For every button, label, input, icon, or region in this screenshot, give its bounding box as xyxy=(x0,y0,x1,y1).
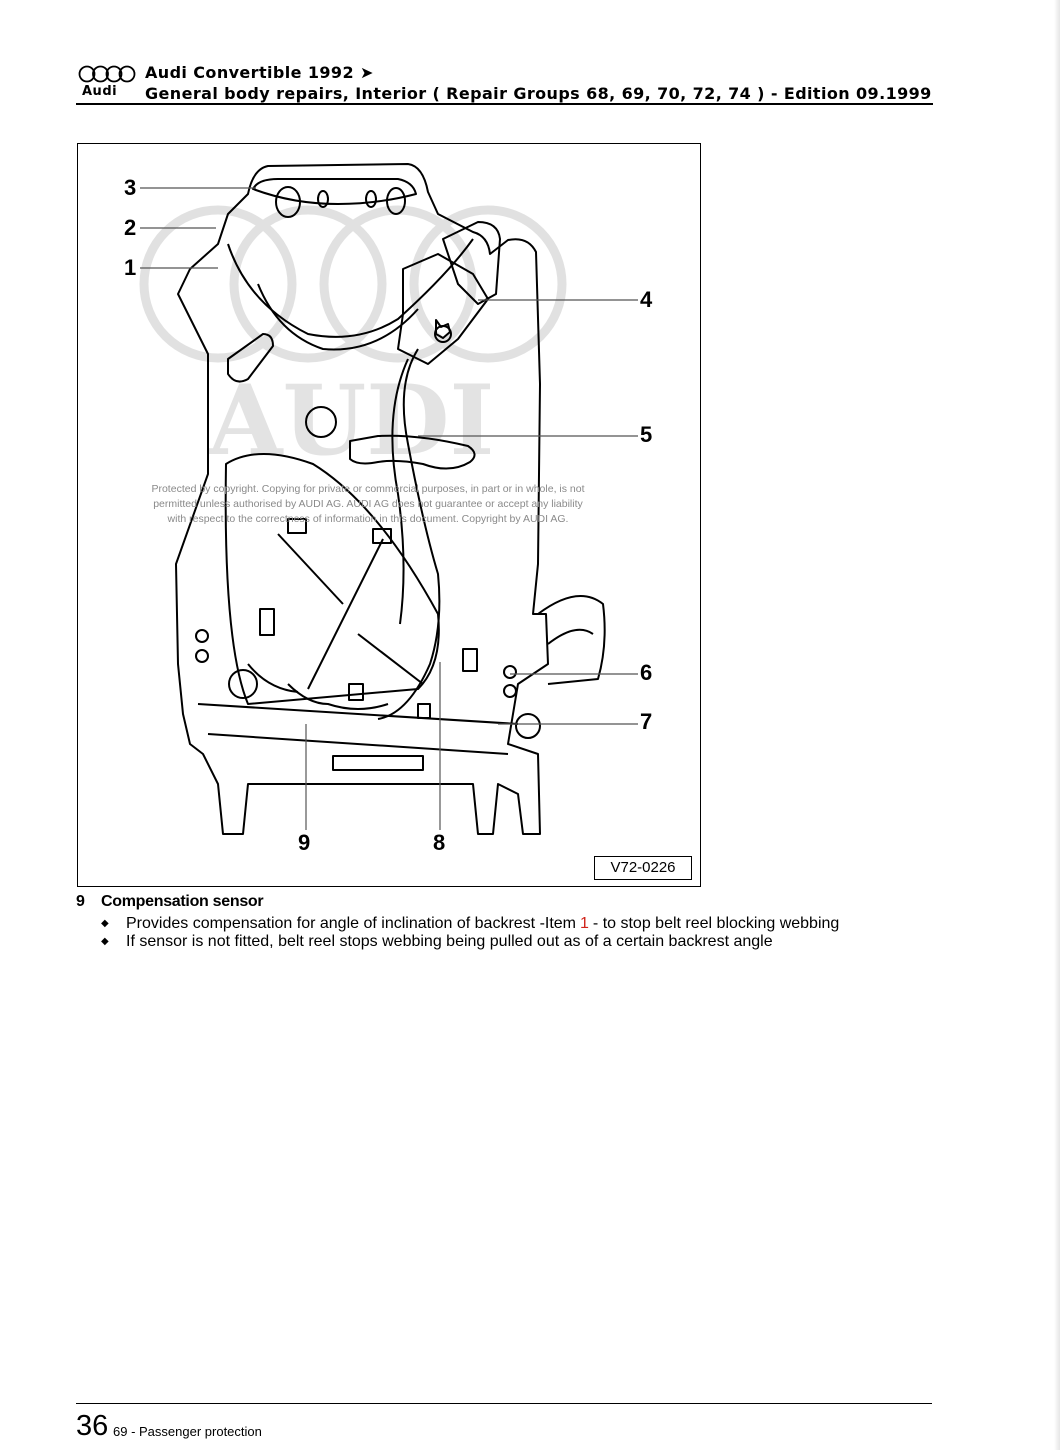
callout-6: 6 xyxy=(640,660,653,685)
item-reference-link[interactable]: 1 xyxy=(580,915,589,932)
page-number: 36 xyxy=(76,1410,109,1442)
callout-4: 4 xyxy=(640,287,653,312)
bullet-not-fitted: ◆ If sensor is not fitted, belt reel stops webbing being pulled out as of a certain backrest angle xyxy=(101,933,773,950)
svg-text:AUDI: AUDI xyxy=(208,364,495,477)
callout-3: 3 xyxy=(124,175,137,200)
copyright-notice: Protected by copyright. Copying for private or commercial purposes, in part or in whole, is not permitted unless authorised by AUDI AG. AUDI AG does not guarantee or accept any liability with respect to the correctness of information in this document. Copyright by AUDI AG. xyxy=(151,483,585,525)
callout-5: 5 xyxy=(640,422,653,447)
footer-section-title: 69 - Passenger protection xyxy=(113,1424,262,1439)
bullet-compensation: ◆ Provides compensation for angle of inclination of backrest -Item 1 - to stop belt reel blocking webbing xyxy=(101,915,840,932)
document-title: Audi Convertible 1992 ➤ xyxy=(145,63,374,82)
document-subtitle: General body repairs, Interior ( Repair Groups 68, 69, 70, 72, 74 ) - Edition 09.1999 xyxy=(145,84,932,103)
bullet-diamond-icon: ◆ xyxy=(101,918,109,929)
figure-code-label: V72-0226 xyxy=(594,856,692,880)
header-divider xyxy=(76,103,933,105)
seat-diagram-figure xyxy=(77,143,701,887)
callout-9: 9 xyxy=(298,830,311,855)
callout-7: 7 xyxy=(640,709,653,734)
callout-2: 2 xyxy=(124,215,137,240)
page-edge-shadow xyxy=(1054,0,1060,1450)
footer-divider xyxy=(76,1403,932,1404)
audi-rings-logo-icon xyxy=(78,64,136,84)
legend-item-heading xyxy=(76,893,263,911)
audi-logo-text: Audi xyxy=(82,84,118,99)
legend-item-number: 9 xyxy=(76,893,85,910)
callout-1: 1 xyxy=(124,255,137,280)
legend-item-bullets xyxy=(101,915,941,951)
legend-item-title: Compensation sensor xyxy=(101,893,264,910)
callout-8: 8 xyxy=(433,830,446,855)
bullet-diamond-icon: ◆ xyxy=(101,936,109,947)
